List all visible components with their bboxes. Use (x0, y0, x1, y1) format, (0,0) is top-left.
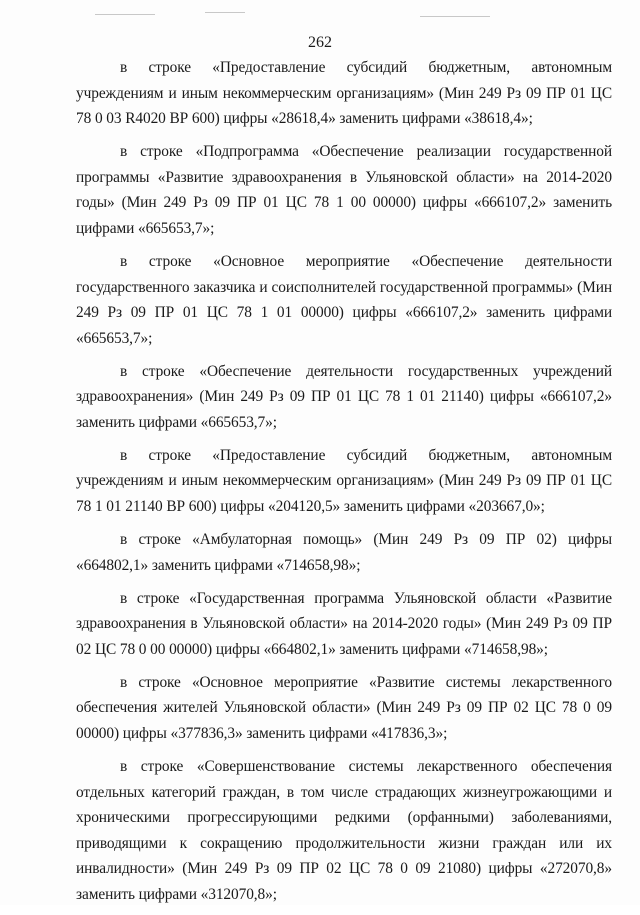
scan-artifact-line (95, 14, 155, 15)
scan-artifact-line (420, 16, 490, 17)
paragraph-2: в строке «Подпрограмма «Обеспечение реализации государственной программы «Развитие здравоохранения в Ульяновской области» на 2014-2020 годы» (Мин 249 Рз 09 ПР 01 ЦС 78 1 00 00000) цифры «666107,2» заменить цифрами «665653,7»; (76, 143, 612, 237)
paragraph-9: в строке «Совершенствование системы лекарственного обеспечения отдельных категорий граждан, в том числе страдающих жизнеугрожающими и хроническими прогрессирующими редкими (орфанными) заболеваниями, приводящими к сокращению продолжительности жизни граждан или их инвалидности» (Мин 249 Рз 09 ПР 02 ЦС 78 0 09 21080) цифры «272070,8» заменить цифрами «312070,8»; (76, 757, 612, 903)
scan-artifact-line (205, 12, 245, 13)
paragraph-1: в строке «Предоставление субсидий бюджетным, автономным учреждениям и иным некоммерческим организациям» (Мин 249 Рз 09 ПР 01 ЦС 78 0 03 R4020 ВР 600) цифры «28618,4» заменить цифрами «38618,4»; (76, 59, 612, 128)
paragraph-7: в строке «Государственная программа Ульяновской области «Развитие здравоохранения в Ульяновской области» на 2014-2020 годы» (Мин 249 Рз 09 ПР 02 ЦС 78 0 00 00000) цифры «664802,1» заменить цифрами «714658,98»; (76, 589, 612, 658)
paragraph-6: в строке «Амбулаторная помощь» (Мин 249 Рз 09 ПР 02) цифры «664802,1» заменить цифрами «714658,98»; (76, 531, 612, 574)
page-number: 262 (308, 34, 332, 51)
paragraph-4: в строке «Обеспечение деятельности государственных учреждений здравоохранения» (Мин 249 Рз 09 ПР 01 ЦС 78 1 01 21140) цифры «666107,2» заменить цифрами «665653,7»; (76, 362, 612, 431)
paragraph-3: в строке «Основное мероприятие «Обеспечение деятельности государственного заказчика и соисполнителей государственной программы» (Мин 249 Рз 09 ПР 01 ЦС 78 1 01 00000) цифры «666107,2» заменить цифрами «665653,7»; (76, 252, 612, 347)
paragraph-5: в строке «Предоставление субсидий бюджетным, автономным учреждениям и иным некоммерческим организациям» (Мин 249 Рз 09 ПР 01 ЦС 78 1 01 21140 ВР 600) цифры «204120,5» заменить цифрами «203667,0»; (76, 446, 612, 516)
document-body (76, 55, 612, 915)
paragraph-8: в строке «Основное мероприятие «Развитие системы лекарственного обеспечения жителей Ульяновской области» (Мин 249 Рз 09 ПР 02 ЦС 78 0 09 00000) цифры «377836,3» заменить цифрами «417836,3»; (76, 673, 612, 742)
